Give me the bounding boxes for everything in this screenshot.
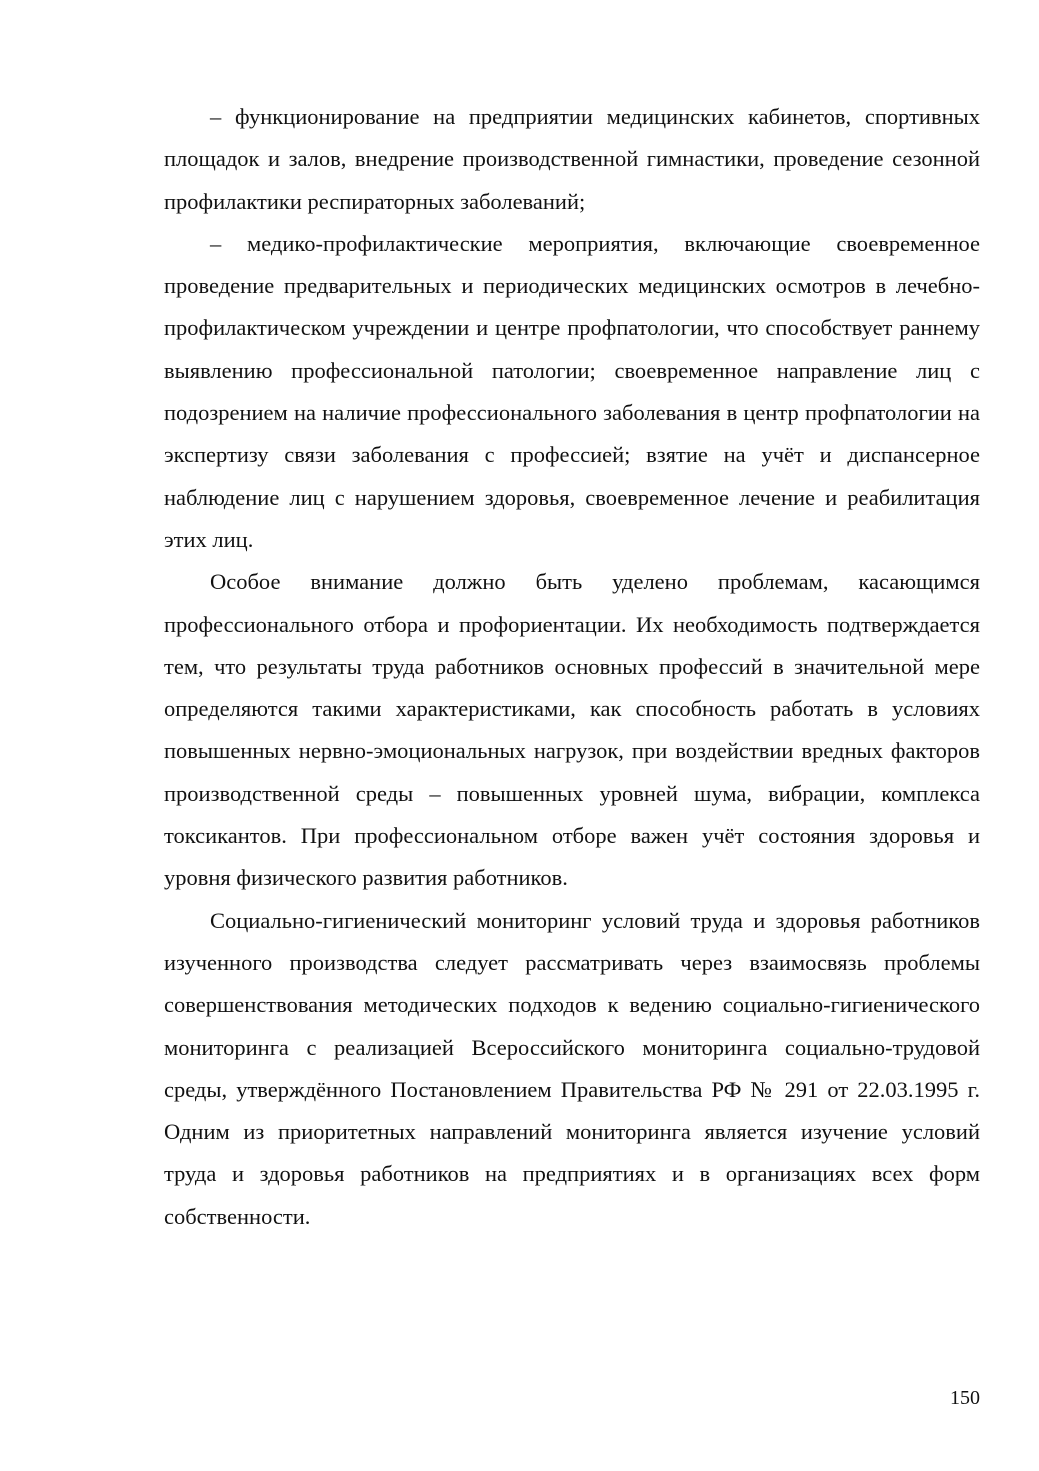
list-item-preventive-measures: – медико-профилактические мероприятия, включающие своевременное проведение предварительных и периодических медицинских осмотров в лечебно-профилактическом учреждении и центре профпатологии, что способствует раннему выявлению профессиональной патологии; своевременное направление лиц с подозрением на наличие профессионального заболевания в центр профпатологии на экспертизу связи заболевания с профессией; взятие на учёт и диспансерное наблюдение лиц с нарушением здоровья, своевременное лечение и реабилитация этих лиц. xyxy=(164,230,980,552)
page-number: 150 xyxy=(950,1387,980,1409)
paragraph-professional-selection: Особое внимание должно быть уделено проблемам, касающимся профессионального отбора и профориентации. Их необходимость подтверждается тем, что результаты труда работников основных профессий в значительной мере определяются такими характеристиками, как способность работать в условиях повышенных нервно-эмоциональных нагрузок, при воздействии вредных факторов производственной среды – повышенных уровней шума, вибрации, комплекса токсикантов. При профессиональном отборе важен учёт состояния здоровья и уровня физического развития работников. xyxy=(164,569,980,891)
list-item-medical-facilities: – функционирование на предприятии медицинских кабинетов, спортивных площадок и залов, внедрение производственной гимнастики, проведение сезонной профилактики респираторных заболеваний; xyxy=(164,104,980,214)
body-text xyxy=(164,96,980,1238)
paragraph-monitoring: Социально-гигиенический мониторинг условий труда и здоровья работников изученного производства следует рассматривать через взаимосвязь проблемы совершенствования методических подходов к ведению социально-гигиенического мониторинга с реализацией Всероссийского мониторинга социально-трудовой среды, утверждённого Постановлением Правительства РФ № 291 от 22.03.1995 г. Одним из приоритетных направлений мониторинга является изучение условий труда и здоровья работников на предприятиях и в организациях всех форм собственности. xyxy=(164,907,980,1229)
